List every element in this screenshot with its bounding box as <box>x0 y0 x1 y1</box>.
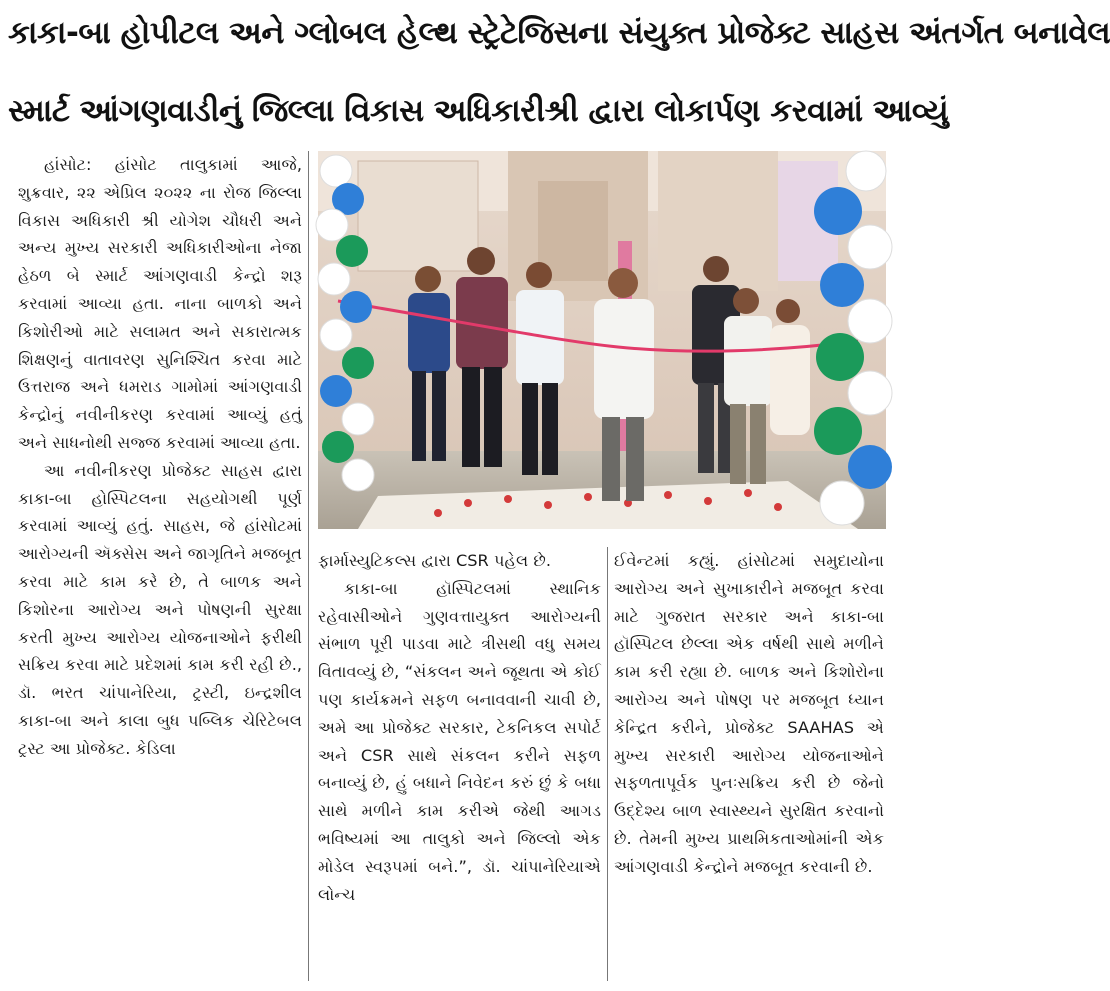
headline-line-1: કાકા-બા હોપીટલ અને ગ્લોબલ હેલ્થ સ્ટ્રેટેજિસના સંયુક્ત પ્રોજેક્ટ સાહસ અંતર્ગત બનાવેલ <box>8 15 1110 51</box>
article-column-3 <box>614 547 884 981</box>
ribbon-cutting-photo <box>318 151 886 529</box>
column1-paragraph-1: હાંસોટ: હાંસોટ તાલુકામાં આજે, શુક્રવાર, ૨૨ એપ્રિલ ૨૦૨૨ ના રોજ જિલ્લા વિકાસ અધિકારી શ્રી યોગેશ ચૌધરી અને અન્ય મુખ્ય સરકારી અધિકારીઓના નેજા હેઠળ બે સ્માર્ટ આંગણવાડી કેન્દ્રો શરૂ કરવામાં આવ્યા હતા. નાના બાળકો અને કિશોરીઓ માટે સલામત અને સકારાત્મક શિક્ષણનું વાતાવરણ સુનિશ્ચિત કરવા માટે ઉત્તરાજ અને ધમરાડ ગામોમાં આંગણવાડી કેન્દ્રોનું નવીનીકરણ કરવામાં આવ્યું હતું અને સાધનોથી સજ્જ કરવામાં આવ્યા હતા. <box>18 155 302 452</box>
column-divider <box>607 547 608 981</box>
article-column-1 <box>18 151 302 981</box>
column2-paragraph-0: ફાર્માસ્યુટિકલ્સ દ્વારા CSR પહેલ છે. <box>318 551 552 570</box>
column1-paragraph-2: આ નવીનીકરણ પ્રોજેક્ટ સાહસ દ્વારા કાકા-બા હોસ્પિટલના સહયોગથી પૂર્ણ કરવામાં આવ્યું હતું. સાહસ, જે હાંસોટમાં આરોગ્યની ઍક્સેસ અને જાગૃતિને મજબૂત કરવા માટે કામ કરે છે, તે બાળક અને કિશોરના આરોગ્ય અને પોષણની સુરક્ષા કરતી મુખ્ય આરોગ્ય યોજનાઓને ફરીથી સક્રિય કરવા માટે પ્રદેશમાં કામ કરી રહી છે., ડૉ. ભરત ચાંપાનેરિયા, ટ્રસ્ટી, ઇન્દ્રશીલ કાકા-બા અને કાલા બુધ પબ્લિક ચેરિટેબલ ટ્રસ્ટ આ પ્રોજેક્ટ. કેડિલા <box>18 460 302 758</box>
column3-paragraph-0: ઈવેન્ટમાં કહ્યું. હાંસોટમાં સમુદાયોના આરોગ્ય અને સુખાકારીને મજબૂત કરવા માટે ગુજરાત સરકાર અને કાકા-બા હૉસ્પિટલ છેલ્લા એક વર્ષથી સાથે મળીને કામ કરી રહ્યા છે. બાળક અને કિશોરોના આરોગ્ય અને પોષણ પર મજબૂત ધ્યાન કેન્દ્રિત કરીને, પ્રોજેક્ટ SAAHAS એ મુખ્ય સરકારી આરોગ્ય યોજનાઓને સફળતાપૂર્વક પુનઃસક્રિય કરી છે જેનો ઉદ્દેશ્ય બાળ સ્વાસ્થ્યને સુરક્ષિત કરવાનો છે. તેમની મુખ્ય પ્રાથમિકતાઓમાંની એક આંગણવાડી કેન્દ્રોને મજબૂત કરવાની છે. <box>614 551 884 876</box>
article-column-2 <box>318 547 601 981</box>
column2-paragraph-1: કાકા-બા હૉસ્પિટલમાં સ્થાનિક રહેવાસીઓને ગુણવત્તાયુક્ત આરોગ્યની સંભાળ પૂરી પાડવા માટે ત્રીસથી વધુ સમય વિતાવવ્યું છે, “સંકલન અને જૂથતા એ કોઈ પણ કાર્યક્રમને સફળ બનાવવાની ચાવી છે, અમે આ પ્રોજેક્ટ સરકાર, ટેકનિકલ સપોર્ટ અને CSR સાથે સંકલન કરીને સફળ બનાવ્યું છે, હું બધાને નિવેદન કરું છું કે બધા સાથે મળીને કામ કરીએ જેથી આગડ ભવિષ્યમાં આ તાલુકો અને જિલ્લો એક મોડેલ સ્વરૂપમાં બને.”, ડૉ. ચાંપાનેરિયાએ લોન્ચ <box>318 578 601 904</box>
headline-line-2: સ્માર્ટ આંગણવાડીનું જિલ્લા વિકાસ અધિકારીશ્રી દ્વારા લોકાર્પણ કરવામાં આવ્યું <box>8 93 949 129</box>
column-divider <box>308 151 309 981</box>
